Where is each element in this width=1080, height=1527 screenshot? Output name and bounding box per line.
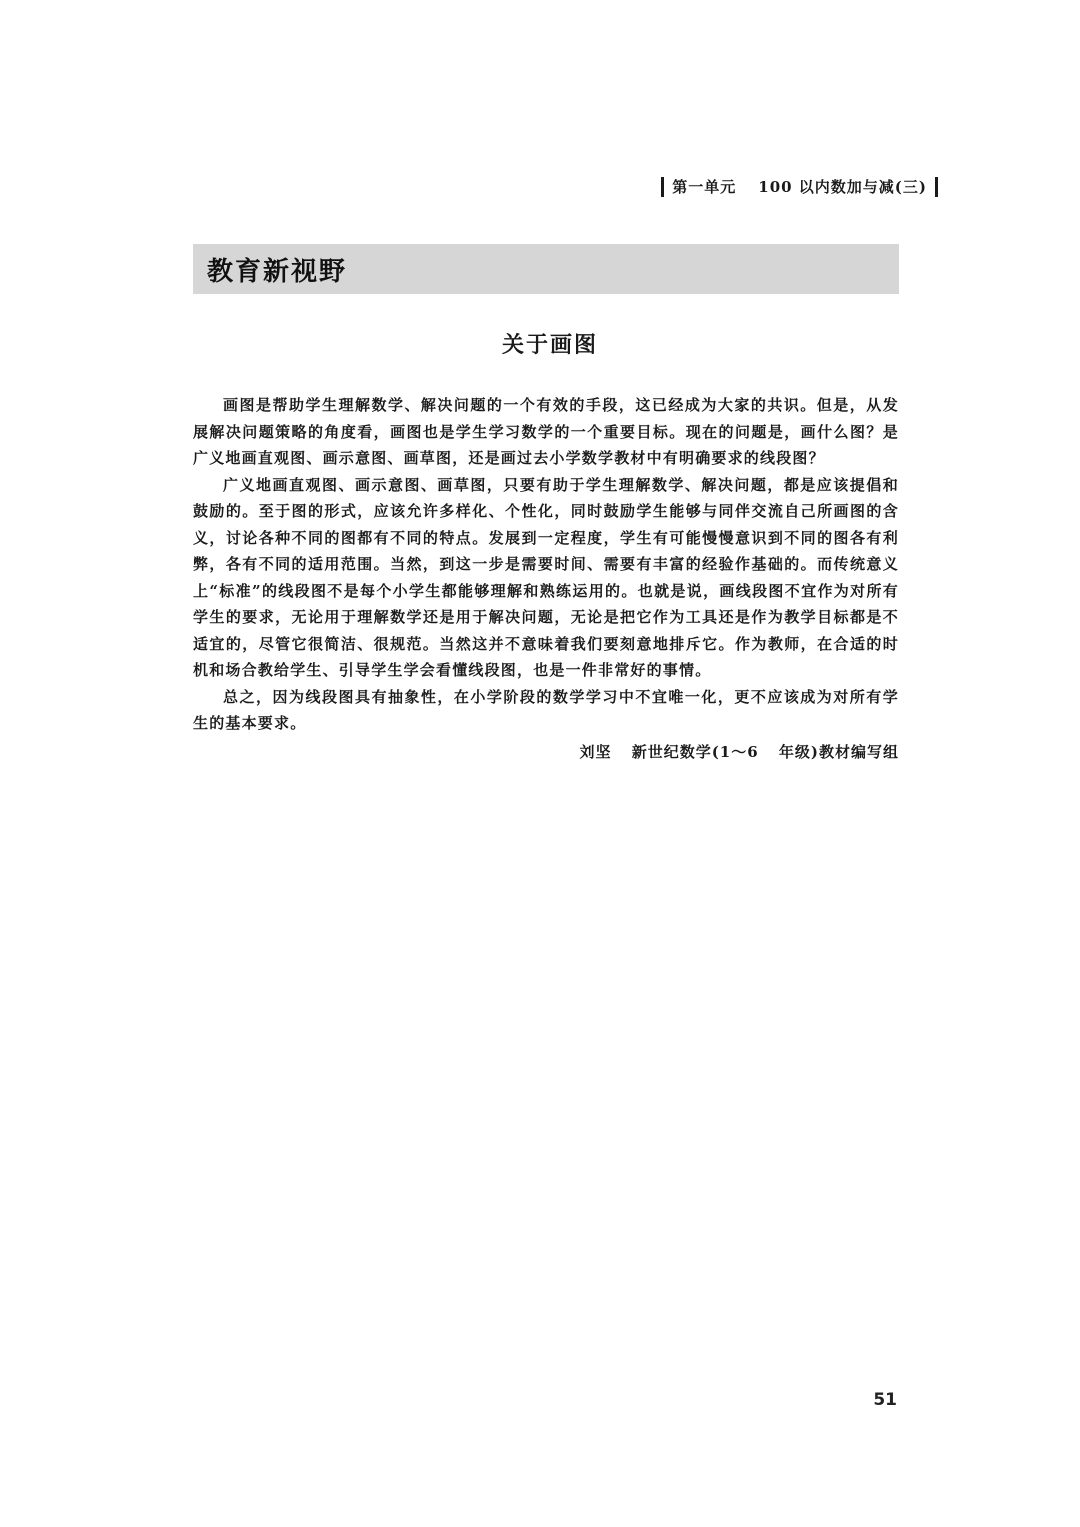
article-signature: 刘坚 新世纪数学(1～6 年级)教材编写组 [579, 742, 899, 761]
article-paragraph-2: 广义地画直观图、画示意图、画草图，只要有助于学生理解数学、解决问题，都是应该提倡和鼓励的。至于图的形式，应该允许多样化、个性化，同时鼓励学生能够与同伴交流自己所画图的含义，讨论各种不同的图都有不同的特点。发展到一定程度，学生有可能慢慢意识到不同的图各有利弊，各有不同的适用范围。当然，到这一步是需要时间、需要有丰富的经验作基础的。而传统意义上“标准”的线段图不是每个小学生都能够理解和熟练运用的。也就是说，画线段图不宜作为对所有学生的要求，无论用于理解数学还是用于解决问题，无论是把它作为工具还是作为教学目标都是不适宜的，尽管它很简洁、很规范。当然这并不意味着我们要刻意地排斥它。作为教师，在合适的时机和场合教给学生、引导学生学会看懂线段图，也是一件非常好的事情。 [193, 475, 899, 679]
article-paragraph-1: 画图是帮助学生理解数学、解决问题的一个有效的手段，这已经成为大家的共识。但是，从发展解决问题策略的角度看，画图也是学生学习数学的一个重要目标。现在的问题是，画什么图？是广义地画直观图、画示意图、画草图，还是画过去小学数学教材中有明确要求的线段图？ [193, 396, 899, 467]
article-paragraph-3: 总之，因为线段图具有抽象性，在小学阶段的数学学习中不宜唯一化，更不应该成为对所有学生的基本要求。 [193, 687, 899, 732]
header-topic: 100 以内数加与减(三) [758, 178, 927, 196]
header-right-rule [935, 177, 938, 197]
article-title: 关于画图 [501, 333, 598, 358]
header-left-rule [661, 177, 664, 197]
header-unit: 第一单元 [672, 178, 737, 196]
section-banner [193, 244, 899, 294]
article-body [193, 392, 899, 765]
page-number: 51 [873, 1390, 897, 1410]
running-header [661, 176, 938, 197]
section-banner-title: 教育新视野 [207, 256, 348, 287]
